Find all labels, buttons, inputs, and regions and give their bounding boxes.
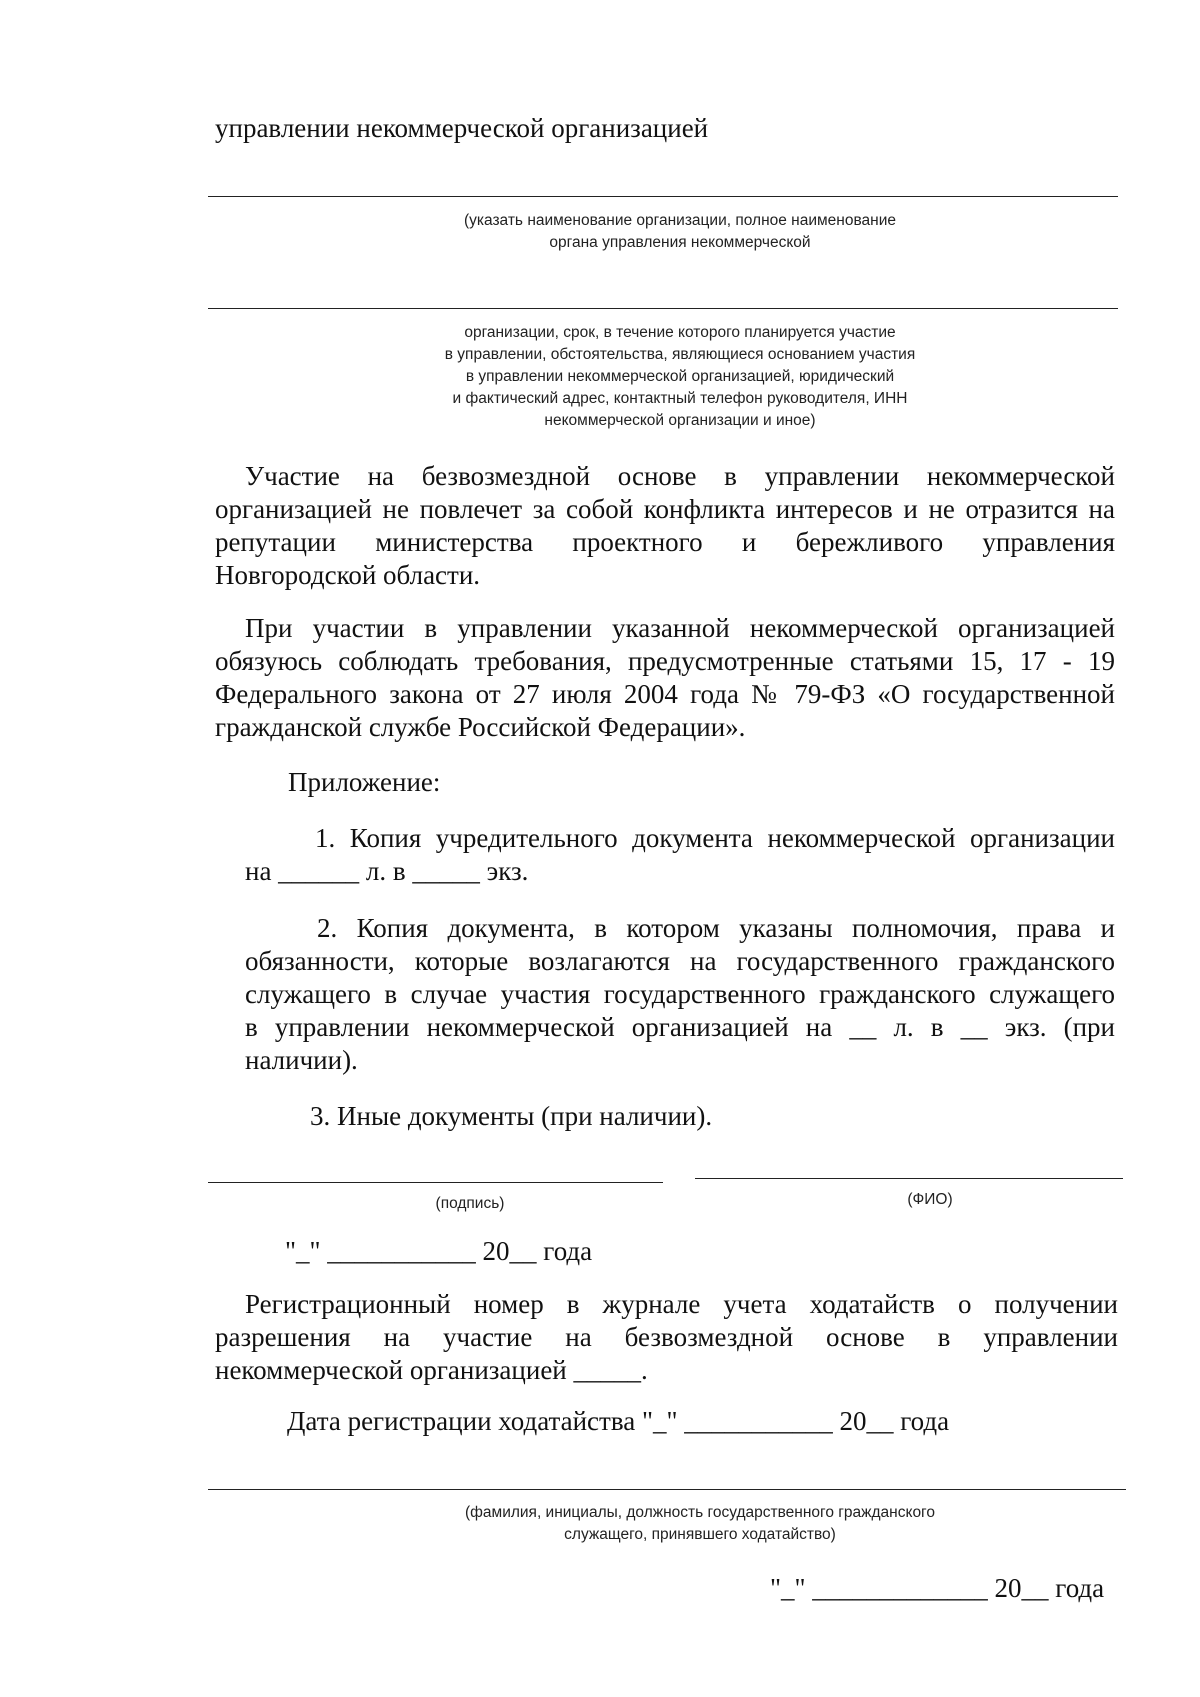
registration-line: Регистрационный номер в журнале учета ходатайств о получении bbox=[245, 1289, 1118, 1319]
fill-line-2 bbox=[208, 308, 1118, 309]
signature-label: (подпись) bbox=[435, 1195, 505, 1212]
attachment-item-3: 3. Иные документы (при наличии). bbox=[310, 1101, 713, 1131]
fill-line-1 bbox=[208, 196, 1118, 197]
paragraph-line: При участии в управлении указанной некоммерческой организацией bbox=[245, 613, 1115, 643]
paragraph-conflict bbox=[215, 460, 1115, 592]
attachment-heading: Приложение: bbox=[288, 767, 441, 797]
item-line: в управлении некоммерческой организацией на __ л. в __ экз. (при bbox=[245, 1012, 1115, 1042]
fio-line bbox=[695, 1178, 1123, 1179]
item-line: 1. Копия учредительного документа некоммерческой организации bbox=[315, 823, 1115, 853]
hint-line: организации, срок, в течение которого планируется участие bbox=[464, 324, 896, 341]
hint-line: (указать наименование организации, полное наименование bbox=[463, 212, 897, 229]
hint-line: и фактический адрес, контактный телефон руководителя, ИНН bbox=[452, 390, 908, 407]
item-line: наличии). bbox=[245, 1045, 358, 1075]
date-line-2: "_" _____________ 20__ года bbox=[770, 1573, 1105, 1603]
registration-line: разрешения на участие на безвозмездной основе в управлении bbox=[215, 1322, 1118, 1352]
hint-line: (фамилия, инициалы, должность государственного гражданского bbox=[465, 1504, 935, 1521]
item-line: 2. Копия документа, в котором указаны полномочия, права и bbox=[317, 913, 1115, 943]
paragraph-line: Новгородской области. bbox=[215, 560, 481, 590]
hint-official bbox=[380, 1502, 1020, 1546]
hint-details bbox=[360, 322, 1000, 432]
paragraph-line: репутации министерства проектного и бережливого управления bbox=[215, 527, 1115, 557]
paragraph-obligations bbox=[215, 612, 1115, 744]
hint-line: органа управления некоммерческой bbox=[549, 234, 811, 251]
hint-organization bbox=[360, 210, 1000, 254]
item-line: служащего в случае участия государственного гражданского служащего bbox=[245, 979, 1115, 1009]
item-line: обязанности, которые возлагаются на государственного гражданского bbox=[245, 946, 1115, 976]
registration-line: некоммерческой организацией _____. bbox=[215, 1355, 648, 1385]
paragraph-line: Участие на безвозмездной основе в управлении некоммерческой bbox=[245, 461, 1115, 491]
official-line bbox=[208, 1489, 1126, 1490]
signature-line bbox=[208, 1182, 663, 1183]
top-line: управлении некоммерческой организацией bbox=[215, 113, 709, 143]
date-line-1: "_" ___________ 20__ года bbox=[285, 1236, 593, 1266]
registration-paragraph bbox=[215, 1288, 1118, 1387]
hint-line: в управлении некоммерческой организацией, юридический bbox=[465, 368, 895, 385]
paragraph-line: Федерального закона от 27 июля 2004 года № 79-ФЗ «О государственной bbox=[215, 679, 1115, 709]
attachment-item-1 bbox=[245, 822, 1115, 888]
fio-label: (ФИО) bbox=[907, 1191, 953, 1208]
paragraph-line: гражданской службе Российской Федерации». bbox=[215, 712, 746, 742]
paragraph-line: обязуюсь соблюдать требования, предусмотренные статьями 15, 17 - 19 bbox=[215, 646, 1115, 676]
item-line: на ______ л. в _____ экз. bbox=[245, 856, 529, 886]
hint-line: некоммерческой организации и иное) bbox=[544, 412, 816, 429]
hint-line: служащего, принявшего ходатайство) bbox=[564, 1526, 836, 1543]
registration-date: Дата регистрации ходатайства "_" ___________ 20__ года bbox=[287, 1406, 950, 1436]
paragraph-line: организацией не повлечет за собой конфликта интересов и не отразится на bbox=[215, 494, 1115, 524]
hint-line: в управлении, обстоятельства, являющиеся основанием участия bbox=[444, 346, 916, 363]
attachment-item-2 bbox=[245, 912, 1115, 1077]
